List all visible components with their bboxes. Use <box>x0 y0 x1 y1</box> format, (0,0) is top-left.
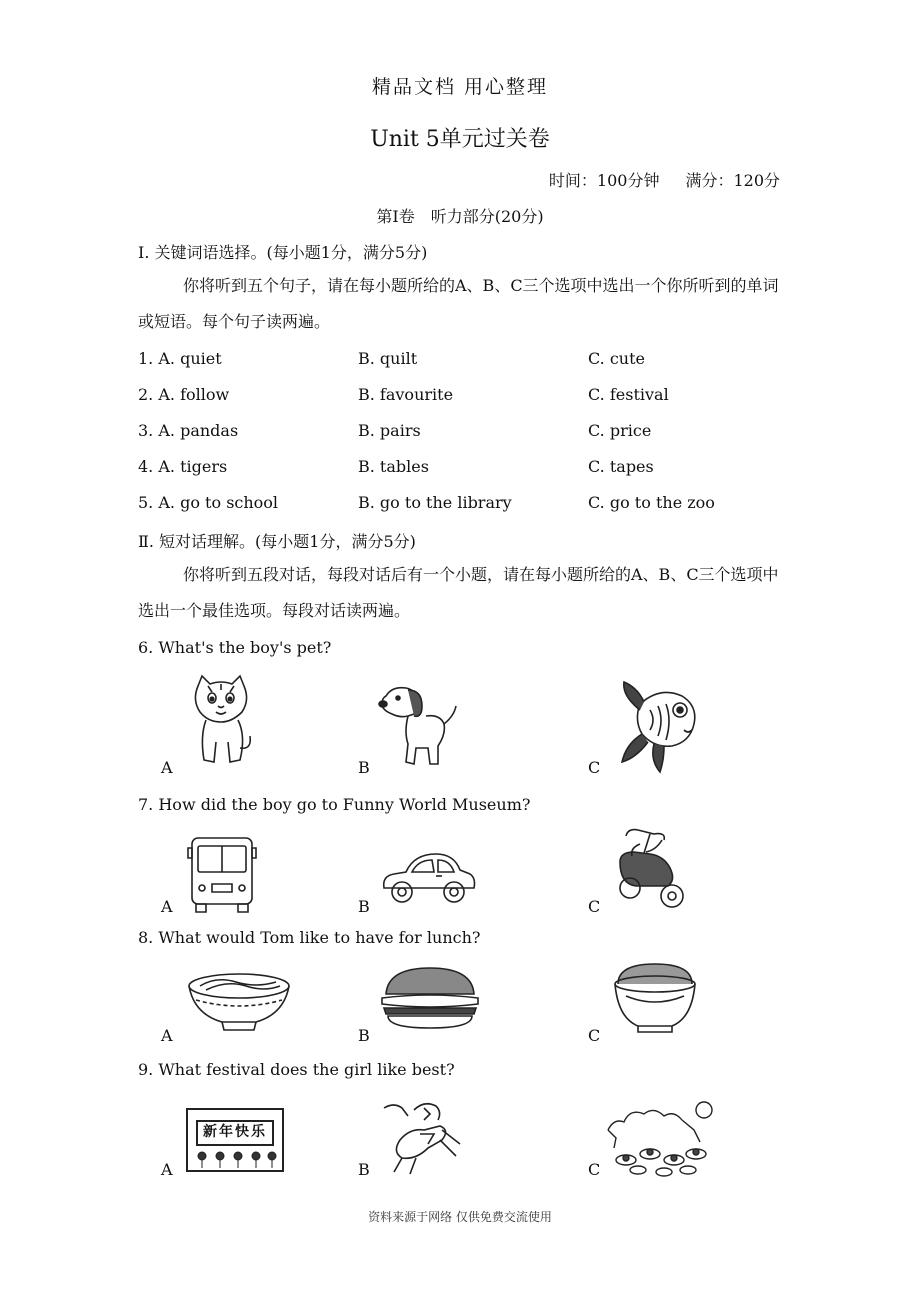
option-a: 4. A. tigers <box>138 457 228 476</box>
option-a: 2. A. follow <box>138 385 230 404</box>
option-b: B. pairs <box>358 421 421 440</box>
hands-icon <box>380 1100 464 1176</box>
page-title: Unit 5单元过关卷 <box>370 127 550 152</box>
dog-icon <box>378 684 460 768</box>
option-c: C. go to the zoo <box>588 493 715 512</box>
bus-icon <box>186 834 258 914</box>
option-label-b: B <box>358 1160 370 1179</box>
option-a: 3. A. pandas <box>138 421 239 440</box>
new-year-card-icon <box>186 1108 284 1172</box>
new-year-card-text: 新年快乐 <box>196 1120 274 1146</box>
option-label-c: C <box>588 897 601 916</box>
hamburger-icon <box>380 966 480 1030</box>
part-heading: 第Ⅰ卷 听力部分(20分) <box>376 207 544 226</box>
question-6: 6. What's the boy's pet? <box>138 638 332 657</box>
list-item <box>138 457 783 481</box>
question-8: 8. What would Tom like to have for lunch? <box>138 928 481 947</box>
option-label-b: B <box>358 758 370 777</box>
option-label-b: B <box>358 897 370 916</box>
noodles-icon <box>186 972 292 1032</box>
fish-icon <box>620 680 700 772</box>
option-b: B. tables <box>358 457 429 476</box>
time-limit: 时间：100分钟 <box>548 171 660 190</box>
option-c: C. festival <box>588 385 669 404</box>
cat-icon <box>188 676 254 768</box>
question-7: 7. How did the boy go to Funny World Museum? <box>138 795 531 814</box>
list-item <box>138 349 783 373</box>
option-label-b: B <box>358 1026 370 1045</box>
option-c: C. tapes <box>588 457 654 476</box>
option-label-a: A <box>161 1026 173 1045</box>
section-1-heading: Ⅰ. 关键词语选择。(每小题1分，满分5分) <box>138 243 428 262</box>
list-item <box>138 385 783 409</box>
option-c: C. cute <box>588 349 646 368</box>
option-b: B. quilt <box>358 349 418 368</box>
option-label-c: C <box>588 1160 601 1179</box>
exam-meta <box>523 168 780 191</box>
option-label-c: C <box>588 758 601 777</box>
rice-icon <box>612 962 698 1034</box>
question-9: 9. What festival does the girl like best? <box>138 1060 455 1079</box>
option-a: 5. A. go to school <box>138 493 279 512</box>
car-icon <box>378 848 478 908</box>
option-a: 1. A. quiet <box>138 349 222 368</box>
option-label-a: A <box>161 758 173 777</box>
option-label-a: A <box>161 1160 173 1179</box>
option-label-c: C <box>588 1026 601 1045</box>
mid-autumn-icon <box>604 1100 720 1178</box>
option-b: B. go to the library <box>358 493 512 512</box>
list-item <box>138 493 783 517</box>
section-2-heading: Ⅱ. 短对话理解。(每小题1分，满分5分) <box>138 532 416 551</box>
section-1-instructions: 你将听到五个句子，请在每小题所给的A、B、C三个选项中选出一个你所听到的单词或短语。每个句子读两遍。 <box>138 276 779 331</box>
option-b: B. favourite <box>358 385 454 404</box>
option-c: C. price <box>588 421 652 440</box>
full-score: 满分：120分 <box>685 171 780 190</box>
flowers-icon <box>192 1148 278 1168</box>
option-label-a: A <box>161 897 173 916</box>
motorbike-icon <box>610 826 688 910</box>
section-2-instructions: 你将听到五段对话，每段对话后有一个小题，请在每小题所给的A、B、C三个选项中选出一个最佳选项。每段对话读两遍。 <box>138 565 779 620</box>
page-footer: 资料来源于网络 仅供免费交流使用 <box>368 1210 552 1224</box>
page-header: 精品文档 用心整理 <box>371 76 549 98</box>
list-item <box>138 421 783 445</box>
